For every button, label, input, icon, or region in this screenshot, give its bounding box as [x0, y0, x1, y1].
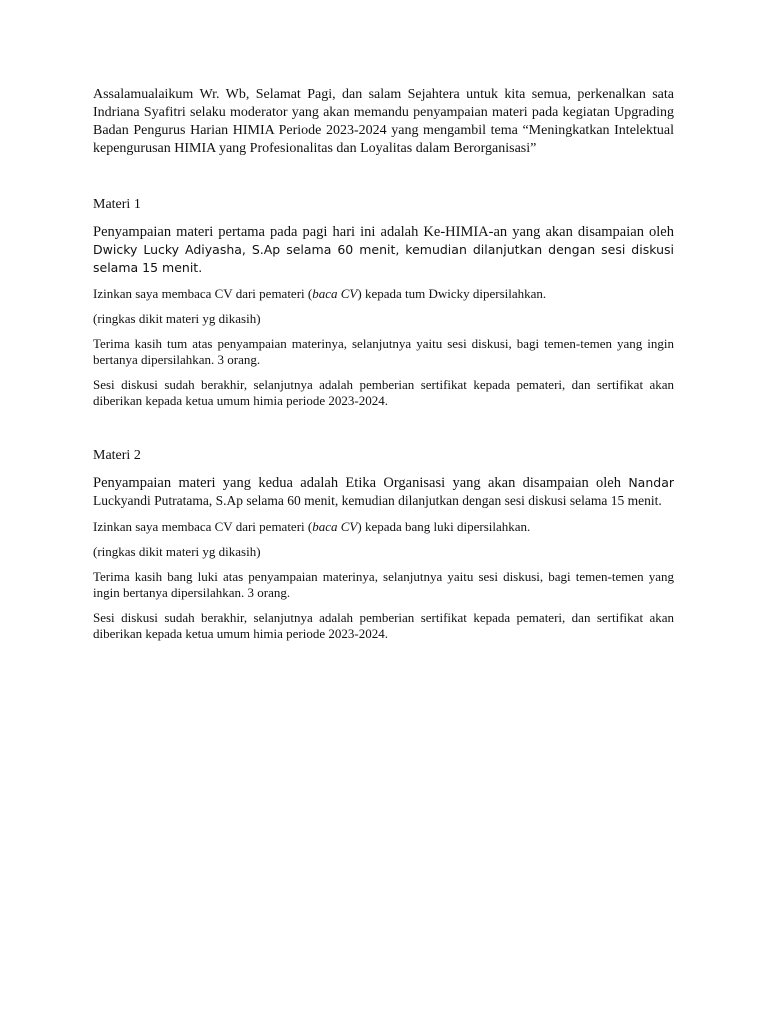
- section-2-cv-a: Izinkan saya membaca CV dari pemateri (: [93, 519, 313, 534]
- section-1-lead-paragraph: [93, 223, 674, 277]
- section-1-lead-c: selama 15 menit.: [93, 260, 203, 275]
- section-1-cv-a: Izinkan saya membaca CV dari pemateri (: [93, 286, 313, 301]
- section-2-lead-b: Nandar: [628, 475, 674, 490]
- section-heading-materi-1: Materi 1: [93, 197, 141, 212]
- intro-paragraph: Assalamualaikum Wr. Wb, Selamat Pagi, dan salam Sejahtera untuk kita semua, perkenalkan sata Indriana Syafitri selaku moderator yang akan memandu penyampaian materi pada kegiatan Upgrading Badan Pengurus Harian HIMIA Periode 2023-2024 yang mengambil tema “Meningkatkan Intelektual kepengurusan HIMIA yang Profesionalitas dan Loyalitas dalam Berorganisasi”: [93, 87, 674, 156]
- section-1-cv-paragraph: [93, 286, 674, 302]
- section-2-note: (ringkas dikit materi yg dikasih): [93, 544, 261, 559]
- document-page: [93, 86, 674, 642]
- section-1-lead-b: Dwicky Lucky Adiyasha, S.Ap selama 60 menit, kemudian dilanjutkan dengan sesi diskusi: [93, 242, 674, 257]
- section-heading-materi-2: Materi 2: [93, 448, 141, 463]
- section-2-cv-paragraph: [93, 519, 674, 535]
- section-2-lead-a: Penyampaian materi yang kedua adalah Etika Organisasi yang akan disampaian oleh: [93, 475, 629, 491]
- section-1-cv-em: baca CV: [312, 286, 358, 301]
- section-1-closing-paragraph: Sesi diskusi sudah berakhir, selanjutnya adalah pemberian sertifikat kepada pemateri, dan sertifikat akan diberikan kepada ketua umum himia periode 2023-2024.: [93, 377, 674, 408]
- section-2-cv-b: ) kepada bang luki dipersilahkan.: [357, 519, 531, 534]
- section-1-lead-a: Penyampaian materi pertama pada pagi hari ini adalah Ke-HIMIA-an yang akan disampaian oleh: [93, 224, 674, 240]
- section-2-closing-paragraph: Sesi diskusi sudah berakhir, selanjutnya adalah pemberian sertifikat kepada pemateri, dan sertifikat akan diberikan kepada ketua umum himia periode 2023-2024.: [93, 610, 674, 641]
- section-1-cv-b: ) kepada tum Dwicky dipersilahkan.: [357, 286, 547, 301]
- section-2-thanks-paragraph: Terima kasih bang luki atas penyampaian materinya, selanjutnya yaitu sesi diskusi, bagi temen-temen yang ingin bertanya dipersilahkan. 3 orang.: [93, 569, 674, 600]
- section-2-lead-paragraph: [93, 474, 674, 510]
- section-2-lead-c: Luckyandi Putratama, S.Ap selama 60 menit, kemudian dilanjutkan dengan sesi diskusi selama 15 menit.: [93, 493, 662, 508]
- section-2-cv-em: baca CV: [312, 519, 358, 534]
- section-1-thanks-paragraph: Terima kasih tum atas penyampaian materinya, selanjutnya yaitu sesi diskusi, bagi temen-temen yang ingin bertanya dipersilahkan. 3 orang.: [93, 336, 674, 367]
- section-1-note: (ringkas dikit materi yg dikasih): [93, 311, 261, 326]
